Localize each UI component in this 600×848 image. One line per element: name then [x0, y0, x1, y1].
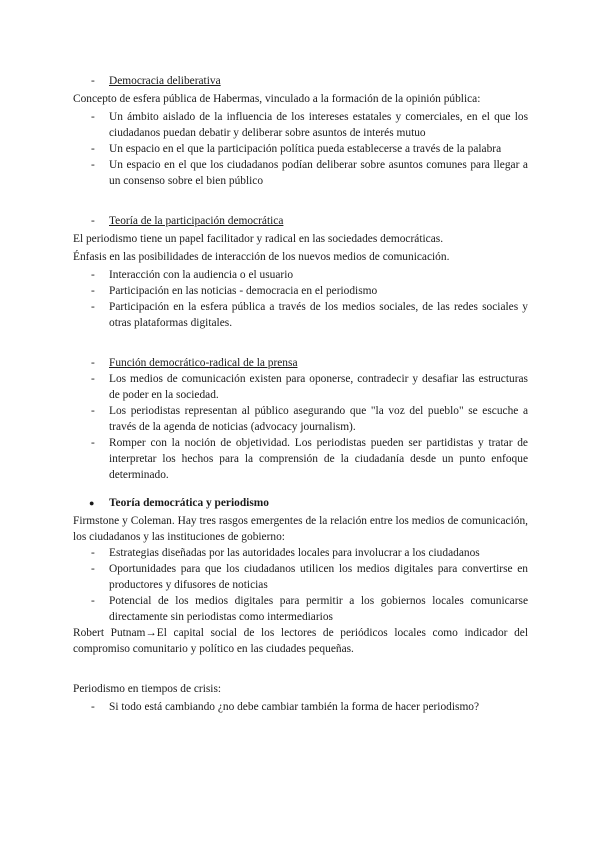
democracia-list: [73, 109, 528, 189]
participacion-heading: Teoría de la participación democrática: [109, 215, 284, 227]
crisis-intro: Periodismo en tiempos de crisis:: [73, 683, 222, 695]
teoria-list: [73, 545, 528, 625]
funcion-heading: Función democrático-radical de la prensa: [109, 357, 298, 369]
teoria-heading-list: [73, 495, 528, 511]
democracia-heading-item: [73, 73, 528, 89]
crisis-list: [73, 699, 528, 715]
teoria-intro: Firmstone y Coleman. Hay tres rasgos emergentes de la relación entre los medios de comunicación, los ciudadanos y las instituciones de gobierno:: [73, 515, 528, 543]
list-item: - Oportunidades para que los ciudadanos utilicen los medios digitales para convertirse en productores y difusores de noticias: [73, 561, 528, 593]
democracia-heading-list: [73, 73, 528, 89]
list-item: - Un espacio en el que los ciudadanos podían deliberar sobre asuntos comunes para llegar a un consenso sobre el bien público: [73, 157, 528, 189]
list-item: - Participación en la esfera pública a través de los medios sociales, de las redes sociales y otras plataformas digitales.: [73, 299, 528, 331]
list-item: - Participación en las noticias - democracia en el periodismo: [73, 283, 528, 299]
list-item: - Estrategias diseñadas por las autoridades locales para involucrar a los ciudadanos: [73, 545, 528, 561]
list-item: - Si todo está cambiando ¿no debe cambiar también la forma de hacer periodismo?: [73, 699, 528, 715]
participacion-heading-item: [73, 213, 528, 229]
participacion-p1: El periodismo tiene un papel facilitador y radical en las sociedades democráticas.: [73, 233, 444, 245]
list-item: - Un espacio en el que la participación política pueda establecerse a través de la palabra: [73, 141, 528, 157]
list-item: - Los medios de comunicación existen para oponerse, contradecir y desafiar las estructuras de poder en la sociedad.: [73, 371, 528, 403]
funcion-list: [73, 355, 528, 483]
list-item: - Interacción con la audiencia o el usuario: [73, 267, 528, 283]
list-item: - Los periodistas representan al público asegurando que "la voz del pueblo" se escuche a través de la agenda de noticias (advocacy journalism).: [73, 403, 528, 435]
democracia-heading: Democracia deliberativa: [109, 75, 221, 87]
putnam-paragraph: Robert Putnam→El capital social de los lectores de periódicos locales como indicador del compromiso comunitario y político en las ciudades pequeñas.: [73, 627, 528, 655]
list-item: - Romper con la noción de objetividad. Los periodistas pueden ser partidistas y tratar de interpretar los hechos para la comprensión de la ciudadanía desde un punto enfoque determinado.: [73, 435, 528, 483]
teoria-heading: ● Teoría democrática y periodismo: [73, 495, 528, 511]
funcion-heading-item: [73, 355, 528, 371]
list-item: - Potencial de los medios digitales para permitir a los gobiernos locales comunicarse directamente sin periodistas como intermediarios: [73, 593, 528, 625]
democracia-intro: Concepto de esfera pública de Habermas, vinculado a la formación de la opinión pública:: [73, 93, 481, 105]
participacion-heading-list: [73, 213, 528, 229]
participacion-list: [73, 267, 528, 331]
participacion-p2: Énfasis en las posibilidades de interacción de los nuevos medios de comunicación.: [73, 251, 450, 263]
list-item: - Un ámbito aislado de la influencia de los intereses estatales y comerciales, en el que los ciudadanos puedan debatir y deliberar sobre asuntos de interés mutuo: [73, 109, 528, 141]
